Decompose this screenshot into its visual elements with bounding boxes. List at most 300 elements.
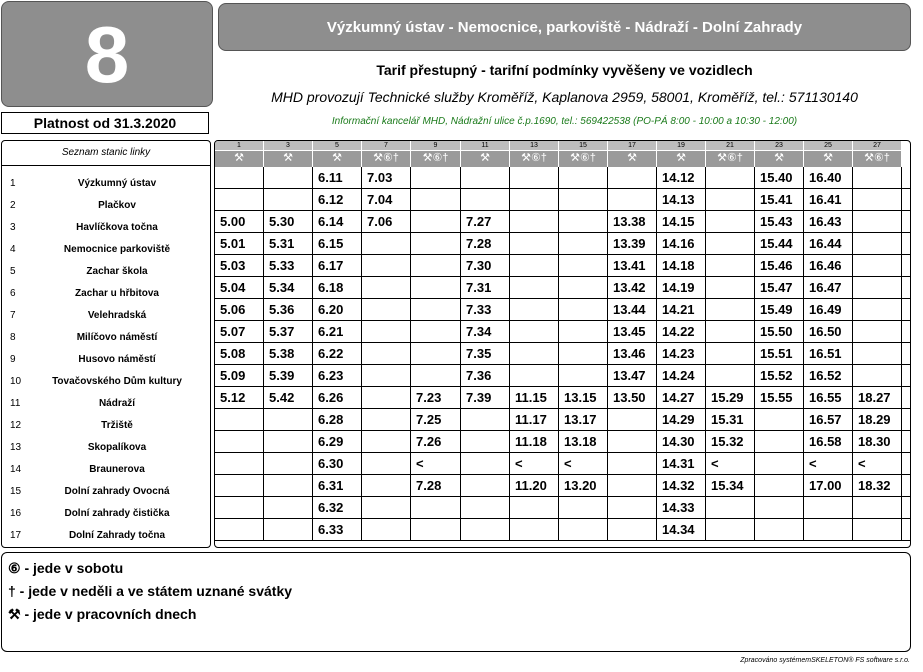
stop-row <box>1 302 211 324</box>
departure-time: 5.36 <box>264 299 313 321</box>
departure-time: 13.42 <box>608 277 657 299</box>
table-row <box>215 255 910 277</box>
stop-name: Tržiště <box>101 420 133 431</box>
departure-time <box>755 475 804 497</box>
departure-time <box>362 299 411 321</box>
departure-time <box>362 431 411 453</box>
departure-time <box>559 211 608 233</box>
departure-time: 14.27 <box>657 387 706 409</box>
departure-time: 14.12 <box>657 167 706 189</box>
departure-time <box>215 497 264 519</box>
stop-number: 10 <box>10 376 22 387</box>
departure-time: 6.21 <box>313 321 362 343</box>
departure-time: 5.42 <box>264 387 313 409</box>
departure-time <box>411 211 461 233</box>
departure-time <box>510 255 559 277</box>
trip-header <box>657 141 706 167</box>
departure-time: 7.28 <box>411 475 461 497</box>
departure-time: 5.30 <box>264 211 313 233</box>
departure-time <box>510 365 559 387</box>
departure-time: 14.18 <box>657 255 706 277</box>
departure-time: 16.52 <box>804 365 853 387</box>
departure-time <box>853 519 902 541</box>
trip-header <box>510 141 559 167</box>
tarif-note: Tarif přestupný - tarifní podmínky vyvěšeny ve vozidlech <box>376 62 753 78</box>
departure-time: 5.37 <box>264 321 313 343</box>
stop-number: 7 <box>10 310 16 321</box>
departure-time <box>755 453 804 475</box>
trip-days-symbol: ⚒ <box>332 152 342 164</box>
stop-row <box>1 478 211 500</box>
timetable-grid <box>214 140 911 548</box>
departure-time: 14.15 <box>657 211 706 233</box>
departure-time: 16.43 <box>804 211 853 233</box>
departure-time <box>706 255 755 277</box>
departure-time <box>264 519 313 541</box>
table-row <box>215 387 910 409</box>
departure-time: 7.04 <box>362 189 411 211</box>
departure-time: 5.33 <box>264 255 313 277</box>
stop-row <box>1 368 211 390</box>
departure-time <box>804 519 853 541</box>
trip-header <box>362 141 411 167</box>
trip-number: 21 <box>706 141 754 151</box>
departure-time: 6.32 <box>313 497 362 519</box>
departure-time <box>215 189 264 211</box>
departure-time <box>853 343 902 365</box>
stop-name: Tovačovského Dům kultury <box>52 376 182 387</box>
departure-time <box>706 167 755 189</box>
departure-time <box>559 519 608 541</box>
departure-time <box>362 497 411 519</box>
departure-time: 11.17 <box>510 409 559 431</box>
departure-time <box>264 475 313 497</box>
departure-time: 13.47 <box>608 365 657 387</box>
departure-time: 15.32 <box>706 431 755 453</box>
departure-time: 15.44 <box>755 233 804 255</box>
departure-time <box>853 211 902 233</box>
trip-days-symbol: ⚒ <box>676 152 686 164</box>
departure-time: 6.23 <box>313 365 362 387</box>
stop-number: 15 <box>10 486 22 497</box>
departure-time <box>461 497 510 519</box>
stop-name: Dolní zahrady Ovocná <box>64 486 170 497</box>
departure-time <box>853 321 902 343</box>
trip-number: 11 <box>461 141 509 151</box>
departure-time: 5.08 <box>215 343 264 365</box>
departure-time: 7.39 <box>461 387 510 409</box>
departure-time: 7.27 <box>461 211 510 233</box>
trip-days-symbol: ⚒⑥† <box>422 152 449 164</box>
departure-time <box>411 167 461 189</box>
trip-days-symbol: ⚒⑥† <box>521 152 547 164</box>
table-row <box>215 475 910 497</box>
departure-time <box>411 365 461 387</box>
table-row <box>215 233 910 255</box>
departure-time: 6.17 <box>313 255 362 277</box>
stop-number: 11 <box>10 398 21 409</box>
departure-time: 14.23 <box>657 343 706 365</box>
departure-time <box>608 519 657 541</box>
stop-name: Braunerova <box>89 464 145 475</box>
trip-header <box>755 141 804 167</box>
stop-number: 17 <box>10 530 22 541</box>
departure-time: 15.31 <box>706 409 755 431</box>
stop-row <box>1 170 211 192</box>
departure-time <box>559 189 608 211</box>
stops-list <box>1 170 211 544</box>
table-row <box>215 299 910 321</box>
departure-time: 5.09 <box>215 365 264 387</box>
stop-number: 4 <box>10 244 16 255</box>
departure-time: 14.24 <box>657 365 706 387</box>
trip-number: 15 <box>559 141 607 151</box>
departure-time: 6.22 <box>313 343 362 365</box>
departure-time <box>706 497 755 519</box>
departure-time <box>706 365 755 387</box>
trip-number: 25 <box>804 141 852 151</box>
departure-time: 16.57 <box>804 409 853 431</box>
departure-time: 14.34 <box>657 519 706 541</box>
departure-time <box>510 233 559 255</box>
departure-time <box>411 321 461 343</box>
departure-time <box>559 343 608 365</box>
stop-number: 2 <box>10 200 16 211</box>
trip-header-row <box>215 141 910 167</box>
departure-time: 5.38 <box>264 343 313 365</box>
departure-time <box>706 189 755 211</box>
table-row <box>215 167 910 189</box>
table-row <box>215 453 910 475</box>
departure-time <box>461 189 510 211</box>
departure-time <box>510 189 559 211</box>
departure-time <box>608 409 657 431</box>
legend-item: ⑥ - jede v sobotu <box>8 560 124 576</box>
departure-time: 14.16 <box>657 233 706 255</box>
departure-time <box>362 387 411 409</box>
stop-number: 13 <box>10 442 22 453</box>
stop-name: Zachar u hřbitova <box>75 288 159 299</box>
departure-time: 15.40 <box>755 167 804 189</box>
departure-time <box>362 453 411 475</box>
trip-number: 13 <box>510 141 558 151</box>
departure-time <box>706 299 755 321</box>
footer-credit: Zpracováno systémemSKELETON® FS software s.r.o. <box>740 657 910 664</box>
departure-time: 13.18 <box>559 431 608 453</box>
stop-name: Dolní zahrady čistička <box>64 508 170 519</box>
departure-time: 15.46 <box>755 255 804 277</box>
departure-time: 14.19 <box>657 277 706 299</box>
departure-time: 7.28 <box>461 233 510 255</box>
trip-header <box>853 141 902 167</box>
route-title: Výzkumný ústav - Nemocnice, parkoviště - Nádraží - Dolní Zahrady <box>218 3 911 51</box>
departure-time <box>362 409 411 431</box>
departure-time: 6.29 <box>313 431 362 453</box>
departure-time <box>853 189 902 211</box>
info-office: Informační kancelář MHD, Nádražní ulice č.p.1690, tel.: 569422538 (PO-PÁ 8:00 - 10:00 a 10:30 - 12:00) <box>331 116 798 127</box>
departure-time <box>853 255 902 277</box>
departure-time <box>755 519 804 541</box>
stop-row <box>1 456 211 478</box>
departure-time <box>853 233 902 255</box>
departure-time: 15.47 <box>755 277 804 299</box>
departure-time <box>559 365 608 387</box>
departure-time: 5.31 <box>264 233 313 255</box>
departure-time <box>264 189 313 211</box>
departure-time: 5.39 <box>264 365 313 387</box>
departure-time: 16.51 <box>804 343 853 365</box>
departure-time: 14.30 <box>657 431 706 453</box>
trip-days-symbol: ⚒⑥† <box>373 152 399 164</box>
trip-header <box>313 141 362 167</box>
departure-time <box>706 277 755 299</box>
table-row <box>215 431 910 453</box>
departure-time: 7.31 <box>461 277 510 299</box>
departure-time: 6.30 <box>313 453 362 475</box>
departure-time: 14.33 <box>657 497 706 519</box>
trip-days-symbol: ⚒ <box>234 152 244 164</box>
departure-time: 13.20 <box>559 475 608 497</box>
departure-time: 15.29 <box>706 387 755 409</box>
departure-time: 17.00 <box>804 475 853 497</box>
departure-time: 7.36 <box>461 365 510 387</box>
departure-time: 7.30 <box>461 255 510 277</box>
stop-number: 3 <box>10 222 16 233</box>
departure-time: 5.07 <box>215 321 264 343</box>
stop-row <box>1 258 211 280</box>
departure-time <box>559 321 608 343</box>
departure-time <box>510 299 559 321</box>
departure-time: 13.50 <box>608 387 657 409</box>
trip-days-symbol: ⚒ <box>283 152 293 164</box>
departure-time: < <box>510 453 559 475</box>
departure-time: 16.50 <box>804 321 853 343</box>
trip-header <box>559 141 608 167</box>
departure-time <box>215 475 264 497</box>
departure-time: 18.27 <box>853 387 902 409</box>
departure-time: 7.26 <box>411 431 461 453</box>
timetable-body <box>215 167 910 541</box>
table-row <box>215 321 910 343</box>
trip-days-symbol: ⚒ <box>823 152 833 164</box>
table-row <box>215 189 910 211</box>
departure-time <box>608 475 657 497</box>
departure-time: 14.13 <box>657 189 706 211</box>
departure-time <box>510 277 559 299</box>
departure-time: 7.34 <box>461 321 510 343</box>
departure-time: 6.11 <box>313 167 362 189</box>
trip-header <box>706 141 755 167</box>
departure-time: 18.30 <box>853 431 902 453</box>
table-row <box>215 365 910 387</box>
stop-name: Milíčovo náměstí <box>76 332 158 343</box>
table-row <box>215 343 910 365</box>
departure-time <box>608 497 657 519</box>
departure-time <box>510 497 559 519</box>
departure-time <box>215 453 264 475</box>
departure-time: < <box>706 453 755 475</box>
departure-time: 15.50 <box>755 321 804 343</box>
departure-time <box>559 167 608 189</box>
departure-time <box>804 497 853 519</box>
departure-time: 14.21 <box>657 299 706 321</box>
stop-name: Nádraží <box>98 398 136 409</box>
trip-days-symbol: ⚒⑥† <box>570 152 596 164</box>
departure-time <box>264 167 313 189</box>
departure-time: 15.51 <box>755 343 804 365</box>
departure-time: 6.28 <box>313 409 362 431</box>
departure-time <box>608 189 657 211</box>
departure-time: 15.34 <box>706 475 755 497</box>
trip-number: 27 <box>853 141 901 151</box>
departure-time <box>461 519 510 541</box>
departure-time <box>461 431 510 453</box>
departure-time: 6.12 <box>313 189 362 211</box>
table-row <box>215 277 910 299</box>
departure-time: 13.39 <box>608 233 657 255</box>
departure-time: 13.15 <box>559 387 608 409</box>
departure-time <box>362 277 411 299</box>
departure-time: 16.41 <box>804 189 853 211</box>
departure-time: 14.22 <box>657 321 706 343</box>
trip-number: 19 <box>657 141 705 151</box>
departure-time <box>510 343 559 365</box>
departure-time <box>215 167 264 189</box>
departure-time: 15.49 <box>755 299 804 321</box>
trip-days-symbol: ⚒ <box>627 152 637 164</box>
stop-name: Dolní Zahrady točna <box>68 530 166 541</box>
departure-time <box>461 409 510 431</box>
departure-time: 5.01 <box>215 233 264 255</box>
departure-time: 16.46 <box>804 255 853 277</box>
departure-time: < <box>853 453 902 475</box>
stop-row <box>1 434 211 456</box>
departure-time: 5.00 <box>215 211 264 233</box>
departure-time: 6.18 <box>313 277 362 299</box>
departure-time <box>461 167 510 189</box>
stop-number: 9 <box>10 354 16 365</box>
stop-name: Havlíčkova točna <box>76 222 158 233</box>
departure-time: 6.31 <box>313 475 362 497</box>
trip-days-symbol: ⚒ <box>774 152 784 164</box>
legend <box>1 552 911 652</box>
departure-time: 7.23 <box>411 387 461 409</box>
departure-time <box>215 519 264 541</box>
departure-time: 16.58 <box>804 431 853 453</box>
departure-time <box>362 475 411 497</box>
departure-time: 7.25 <box>411 409 461 431</box>
stop-name: Skopalíkova <box>87 442 147 453</box>
departure-time: 14.29 <box>657 409 706 431</box>
departure-time <box>461 453 510 475</box>
departure-time <box>706 321 755 343</box>
departure-time: 14.31 <box>657 453 706 475</box>
trip-number: 5 <box>313 141 361 151</box>
trip-header <box>215 141 264 167</box>
departure-time: 5.12 <box>215 387 264 409</box>
stop-row <box>1 324 211 346</box>
departure-time <box>706 211 755 233</box>
departure-time <box>215 431 264 453</box>
departure-time <box>559 497 608 519</box>
trip-header <box>264 141 313 167</box>
trip-days-symbol: ⚒⑥† <box>717 152 743 164</box>
departure-time: 15.41 <box>755 189 804 211</box>
stop-row <box>1 500 211 522</box>
stop-number: 8 <box>10 332 16 343</box>
stop-name: Nemocnice parkoviště <box>63 244 171 255</box>
stop-name: Zachar škola <box>86 266 148 277</box>
departure-time: 13.38 <box>608 211 657 233</box>
departure-time <box>608 453 657 475</box>
departure-time: 16.40 <box>804 167 853 189</box>
departure-time: 13.41 <box>608 255 657 277</box>
departure-time: 13.46 <box>608 343 657 365</box>
departure-time: 18.32 <box>853 475 902 497</box>
departure-time: 6.26 <box>313 387 362 409</box>
departure-time: 11.20 <box>510 475 559 497</box>
stop-row <box>1 280 211 302</box>
departure-time <box>510 211 559 233</box>
trip-number: 7 <box>362 141 410 151</box>
departure-time <box>264 431 313 453</box>
departure-time <box>411 233 461 255</box>
departure-time: < <box>559 453 608 475</box>
departure-time: 18.29 <box>853 409 902 431</box>
departure-time <box>362 343 411 365</box>
departure-time <box>559 299 608 321</box>
departure-time: < <box>804 453 853 475</box>
stop-number: 14 <box>10 464 22 475</box>
departure-time <box>559 277 608 299</box>
departure-time: 7.06 <box>362 211 411 233</box>
trip-number: 17 <box>608 141 656 151</box>
departure-time: 16.55 <box>804 387 853 409</box>
departure-time <box>411 343 461 365</box>
departure-time <box>411 189 461 211</box>
trip-days-symbol: ⚒⑥† <box>864 152 890 164</box>
trip-header <box>804 141 853 167</box>
departure-time: 6.14 <box>313 211 362 233</box>
stop-name: Výzkumný ústav <box>77 178 157 189</box>
trip-number: 23 <box>755 141 803 151</box>
departure-time <box>411 255 461 277</box>
departure-time: 13.45 <box>608 321 657 343</box>
departure-time <box>608 167 657 189</box>
stops-header: Seznam stanic linky <box>1 140 211 166</box>
departure-time <box>853 167 902 189</box>
departure-time: 11.18 <box>510 431 559 453</box>
departure-time: 5.06 <box>215 299 264 321</box>
departure-time <box>853 497 902 519</box>
departure-time <box>706 343 755 365</box>
departure-time: 13.17 <box>559 409 608 431</box>
legend-item: † - jede v neděli a ve státem uznané svátky <box>8 583 293 599</box>
departure-time <box>510 167 559 189</box>
departure-time <box>755 409 804 431</box>
departure-time: 6.15 <box>313 233 362 255</box>
departure-time: 16.49 <box>804 299 853 321</box>
stop-row <box>1 390 211 412</box>
stop-name: Husovo náměstí <box>78 354 156 365</box>
departure-time: 14.32 <box>657 475 706 497</box>
departure-time <box>853 299 902 321</box>
trip-days-symbol: ⚒ <box>480 152 490 164</box>
departure-time <box>853 277 902 299</box>
stop-row <box>1 214 211 236</box>
departure-time: 6.20 <box>313 299 362 321</box>
departure-time <box>264 497 313 519</box>
